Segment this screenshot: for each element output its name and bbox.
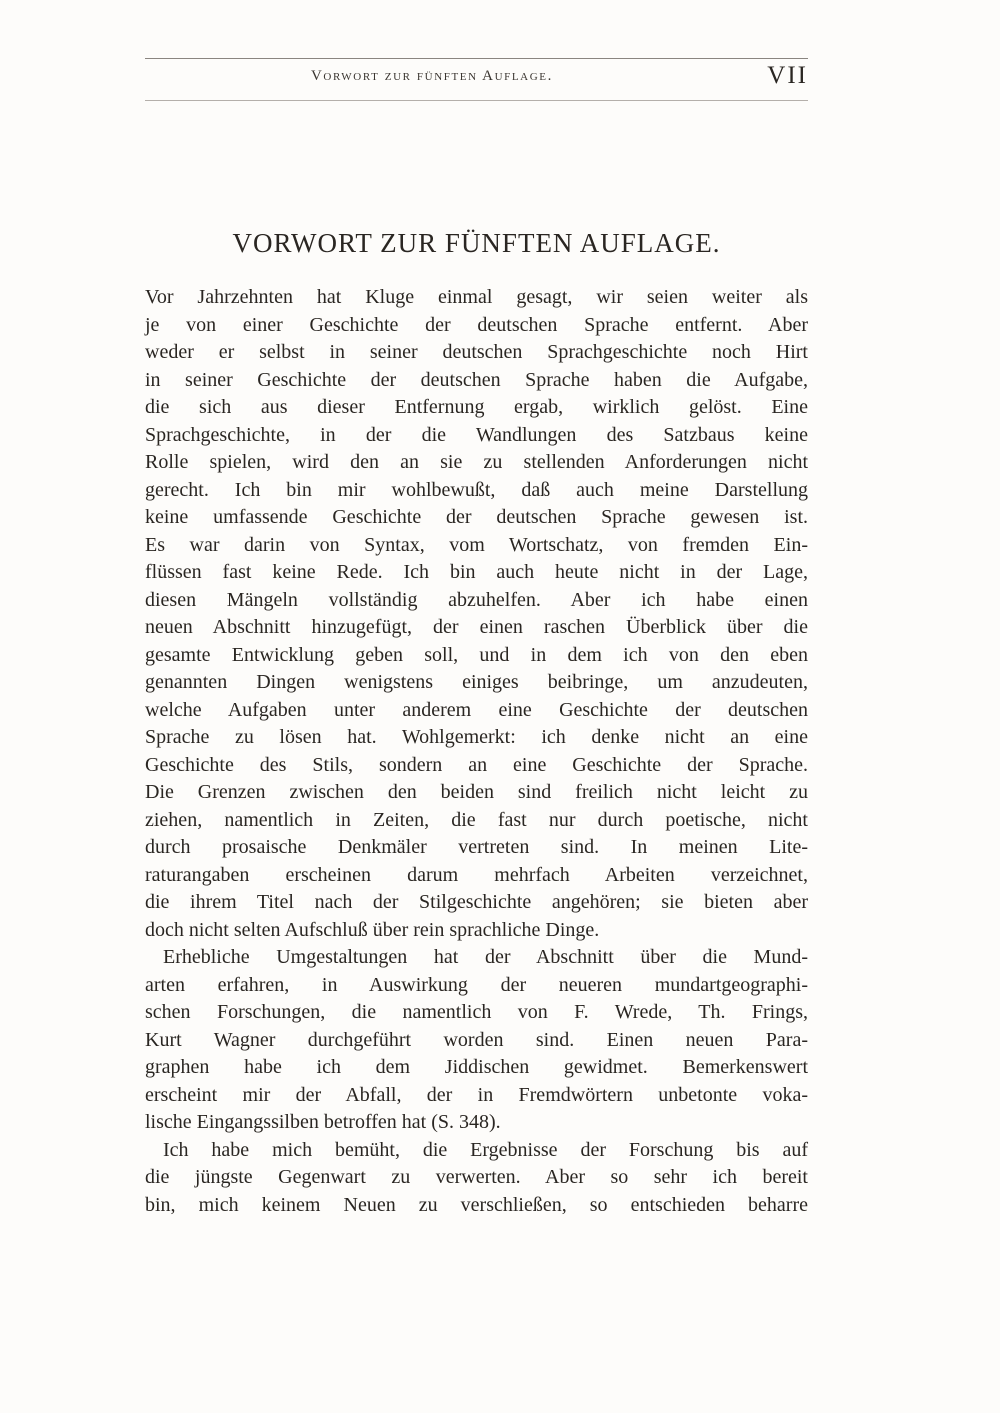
text-line: flüssen fast keine Rede. Ich bin auch heute nicht in der Lage, xyxy=(145,561,808,583)
header-rule-top xyxy=(145,58,808,59)
text-line: erscheint mir der Abfall, der in Fremdwörtern unbetonte voka- xyxy=(145,1083,808,1106)
text-line: die sich aus dieser Entfernung ergab, wirklich gelöst. Eine xyxy=(145,396,808,418)
text-line: Kurt Wagner durchgeführt worden sind. Einen neuen Para- xyxy=(145,1028,808,1051)
text-line: bin, mich keinem Neuen zu verschließen, so entschieden beharre xyxy=(145,1193,808,1216)
text-line: die jüngste Gegenwart zu verwerten. Aber so sehr ich bereit xyxy=(145,1166,808,1188)
text-line: die ihrem Titel nach der Stilgeschichte angehören; sie bieten aber xyxy=(145,891,808,913)
header-rule-bottom xyxy=(145,100,808,101)
text-line: Geschichte des Stils, sondern an eine Geschichte der Sprache. xyxy=(145,753,808,776)
text-line: Rolle spielen, wird den an sie zu stellenden Anforderungen nicht xyxy=(145,451,808,473)
page-number: VII xyxy=(767,62,808,89)
text-line-paragraph-end: lische Eingangssilben betroffen hat (S. 348). xyxy=(145,1111,501,1133)
text-line: raturangaben erscheinen darum mehrfach Arbeiten verzeichnet, xyxy=(145,863,808,886)
text-line: keine umfassende Geschichte der deutschen Sprache gewesen ist. xyxy=(145,506,808,528)
text-line: Vor Jahrzehnten hat Kluge einmal gesagt, wir seien weiter als xyxy=(145,286,808,308)
text-line: graphen habe ich dem Jiddischen gewidmet. Bemerkenswert xyxy=(145,1056,808,1078)
text-line-paragraph-start: Erhebliche Umgestaltungen hat der Abschnitt über die Mund- xyxy=(163,946,808,968)
text-line: Sprache zu lösen hat. Wohlgemerkt: ich denke nicht an eine xyxy=(145,726,808,748)
text-line: in seiner Geschichte der deutschen Sprache haben die Aufgabe, xyxy=(145,368,808,391)
text-line-paragraph-end: doch nicht selten Aufschluß über rein sprachliche Dinge. xyxy=(145,918,600,941)
text-line: schen Forschungen, die namentlich von F. Wrede, Th. Frings, xyxy=(145,1001,808,1023)
text-line: arten erfahren, in Auswirkung der neueren mundartgeographi- xyxy=(145,973,808,996)
text-line: genannten Dingen wenigstens einiges beibringe, um anzudeuten, xyxy=(145,671,808,693)
running-title: Vorwort zur fünften Auflage. xyxy=(311,68,553,84)
chapter-heading: VORWORT ZUR FÜNFTEN AUFLAGE. xyxy=(232,228,721,258)
text-line: neuen Abschnitt hinzugefügt, der einen raschen Überblick über die xyxy=(145,616,808,638)
text-line: Sprachgeschichte, in der die Wandlungen des Satzbaus keine xyxy=(145,423,808,446)
text-line: Es war darin von Syntax, vom Wortschatz, von fremden Ein- xyxy=(145,533,808,556)
text-line: weder er selbst in seiner deutschen Sprachgeschichte noch Hirt xyxy=(145,341,808,363)
running-head xyxy=(145,64,808,94)
text-line: diesen Mängeln vollständig abzuhelfen. Aber ich habe einen xyxy=(145,588,808,611)
text-line: durch prosaische Denkmäler vertreten sind. In meinen Lite- xyxy=(145,836,808,858)
text-line: Die Grenzen zwischen den beiden sind freilich nicht leicht zu xyxy=(145,781,808,803)
text-line: ziehen, namentlich in Zeiten, die fast nur durch poetische, nicht xyxy=(145,808,808,831)
body-text xyxy=(145,284,808,1219)
text-line: welche Aufgaben unter anderem eine Geschichte der deutschen xyxy=(145,698,808,721)
text-line: gesamte Entwicklung geben soll, und in dem ich von den eben xyxy=(145,643,808,666)
text-line: je von einer Geschichte der deutschen Sprache entfernt. Aber xyxy=(145,313,808,336)
text-line-paragraph-start: Ich habe mich bemüht, die Ergebnisse der Forschung bis auf xyxy=(163,1138,808,1161)
text-line: gerecht. Ich bin mir wohlbewußt, daß auch meine Darstellung xyxy=(145,478,808,501)
